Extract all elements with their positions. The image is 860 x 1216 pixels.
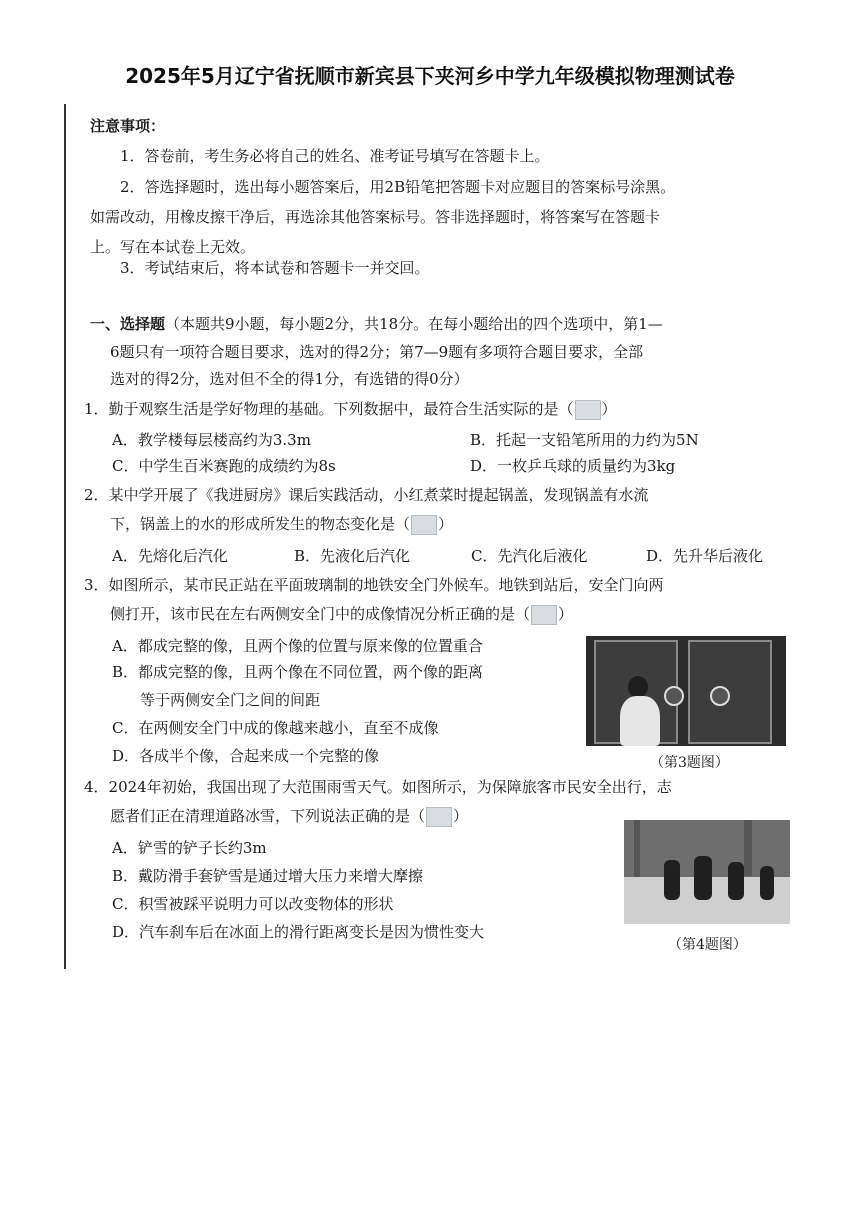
q4-option-d: D．汽车刹车后在冰面上的滑行距离变长是因为惯性变大 [112,923,485,941]
q1-option-c: C．中学生百米赛跑的成绩约为8s [112,457,336,475]
q3-close: ） [558,605,574,623]
margin-rule [64,104,66,969]
q3-stem-text: 侧打开，该市民在左右两侧安全门中的成像情况分析正确的是（ [110,605,531,623]
volunteer-figure [664,860,680,900]
q3-option-b-line-2: 等于两侧安全门之间的间距 [140,691,321,709]
tree-trunk [744,820,752,876]
q2-option-d: D．先升华后液化 [646,547,764,565]
q4-option-b: B．戴防滑手套铲雪是通过增大压力来增大摩擦 [112,867,424,885]
notice-heading: 注意事项： [90,117,166,135]
door-sign-icon [710,686,730,706]
q4-stem-text: 愿者们正在清理道路冰雪，下列说法正确的是（ [110,807,426,825]
q3-figure-subway-doors [586,636,786,746]
q2-option-c: C．先汽化后液化 [471,547,588,565]
section-1-intro-line-2: 6题只有一项符合题目要求，选对的得2分；第7—9题有多项符合题目要求，全部 [110,343,644,361]
section-1-label: 一、选择题 [90,315,166,333]
q2-option-b: B．先液化后汽化 [294,547,411,565]
right-safety-door [688,640,772,744]
q1-option-d: D．一枚乒乓球的质量约为3kg [470,457,676,475]
q4-stem-line-1: 4．2024年初始，我国出现了大范围雨雪天气。如图所示，为保障旅客市民安全出行，志 [84,778,672,796]
section-1-intro-line-1 [90,314,663,334]
notice-item-1: 1．答卷前，考生务必将自己的姓名、准考证号填写在答题卡上。 [120,147,550,165]
q3-stem-line-2 [110,604,573,625]
q4-figure-caption: （第4题图） [668,937,747,953]
section-1-text: （本题共9小题，每小题2分，共18分。在每小题给出的四个选项中，第1— [165,315,663,333]
q4-answer-box[interactable] [426,807,452,827]
person-head [628,676,648,698]
q4-close: ） [453,807,469,825]
q3-figure-caption: （第3题图） [650,755,729,771]
volunteer-figure [760,866,774,900]
q3-answer-box[interactable] [531,605,557,625]
q4-option-c: C．积雪被踩平说明力可以改变物体的形状 [112,895,394,913]
q1-option-b: B．托起一支铅笔所用的力约为5N [470,431,699,449]
q1-option-a: A．教学楼每层楼高约为3.3m [112,431,311,449]
q1-answer-box[interactable] [575,400,601,420]
q3-option-b-line-1: B．都成完整的像，且两个像在不同位置，两个像的距离 [112,663,484,681]
volunteer-figure [694,856,712,900]
q4-option-a: A．铲雪的铲子长约3m [112,839,267,857]
q2-answer-box[interactable] [411,515,437,535]
q4-figure-snow-clearing [624,820,790,924]
q1-close: ） [601,400,617,418]
q2-option-a: A．先熔化后汽化 [112,547,228,565]
notice-item-2-line-2: 如需改动，用橡皮擦干净后，再选涂其他答案标号。答非选择题时，将答案写在答题卡 [90,208,661,226]
q4-stem-line-2 [110,806,468,827]
page-title: 2025年5月辽宁省抚顺市新宾县下夹河乡中学九年级模拟物理测试卷 [125,64,735,88]
q1-stem-text: 1．勤于观察生活是学好物理的基础。下列数据中，最符合生活实际的是（ [84,400,574,418]
q3-option-c: C．在两侧安全门中成的像越来越小，直至不成像 [112,719,439,737]
section-1-intro-line-3: 选对的得2分，选对但不全的得1分，有选错的得0分） [110,370,469,388]
notice-item-2-line-1: 2．答选择题时，选出每小题答案后，用2B铅笔把答题卡对应题目的答案标号涂黑。 [120,178,676,196]
q2-stem-line-1: 2．某中学开展了《我进厨房》课后实践活动，小红煮菜时提起锅盖，发现锅盖有水流 [84,486,649,504]
notice-item-3: 3．考试结束后，将本试卷和答题卡一并交回。 [120,259,430,277]
door-sign-icon [664,686,684,706]
notice-item-2-line-3: 上。写在本试卷上无效。 [90,238,256,256]
q3-option-d: D．各成半个像，合起来成一个完整的像 [112,747,380,765]
volunteer-figure [728,862,744,900]
tree-trunk [634,820,640,880]
q3-stem-line-1: 3．如图所示，某市民正站在平面玻璃制的地铁安全门外候车。地铁到站后，安全门向两 [84,576,664,594]
person-figure [620,696,660,746]
q3-option-a: A．都成完整的像，且两个像的位置与原来像的位置重合 [112,637,483,655]
q2-stem-text: 下，锅盖上的水的形成所发生的物态变化是（ [110,515,411,533]
q2-close: ） [438,515,454,533]
q1-stem [84,399,617,420]
q2-stem-line-2 [110,514,453,535]
